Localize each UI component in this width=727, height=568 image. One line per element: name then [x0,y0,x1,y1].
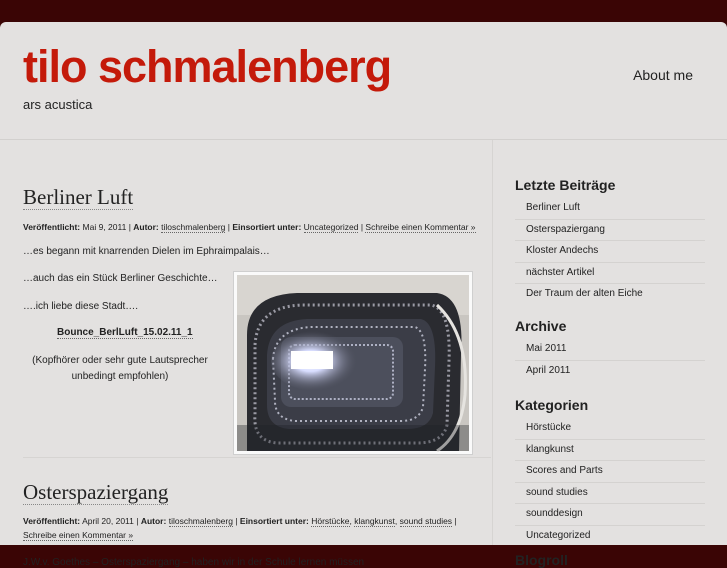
list-item[interactable]: Kloster Andechs [515,241,705,263]
category-link[interactable]: klangkunst [354,516,395,526]
comment-link[interactable]: Schreibe einen Kommentar » [23,530,134,540]
post-title-osterspaziergang[interactable]: Osterspaziergang [23,480,169,504]
column-divider [492,140,493,545]
list-item[interactable]: Berliner Luft [515,198,705,220]
list-item[interactable]: Der Traum der alten Eiche [526,288,643,299]
post-meta: Veröffentlicht: Mai 9, 2011 | Autor: tiloschmalenberg | Einsortiert unter: Uncategorized | Schreibe einen Kommentar » [23,222,476,232]
list-item[interactable]: sounddesign [515,504,705,526]
meta-label: Veröffentlicht: [23,222,81,232]
post-paragraph: …auch das ein Stück Berliner Geschichte… [23,273,218,284]
list-item[interactable]: nächster Artikel [515,263,705,285]
list-item[interactable]: April 2011 [526,364,571,376]
audio-note: (Kopfhörer oder sehr gute Lautsprecher unbedingt empfohlen) [32,355,208,382]
list-item[interactable]: Hörstücke [515,418,705,440]
post-title-berliner-luft[interactable]: Berliner Luft [23,185,134,209]
post-divider [23,457,491,458]
post-meta: Veröffentlicht: April 20, 2011 | Autor: tiloschmalenberg | Einsortiert unter: Hörstücke, klangkunst, sound studies | Schreibe einen Kommentar » [23,516,457,540]
category-link[interactable]: sound studies [399,516,453,526]
meta-label: Veröffentlicht: [23,516,81,526]
archive-list [515,339,705,381]
list-item[interactable]: sound studies [515,483,705,505]
category-link[interactable]: Hörstücke [311,516,350,526]
staircase-photo[interactable] [233,271,473,455]
site-tagline: ars acustica [23,97,93,112]
category-link[interactable]: Uncategorized [303,222,359,232]
recent-posts-list [515,198,705,305]
post-date: Mai 9, 2011 [82,222,127,232]
author-link[interactable]: tiloschmalenberg [168,516,233,526]
list-item[interactable]: Scores and Parts [515,461,705,483]
post-paragraph: ….ich liebe diese Stadt…. [23,301,139,312]
post-paragraph: J.W.v. Goethes – Osterspaziergang – haben wir in der Schule lernen müssen [23,557,365,568]
header-divider [0,139,727,140]
meta-label: Autor: [133,222,159,232]
meta-label: Einsortiert unter: [239,516,309,526]
list-item[interactable]: Osterspaziergang [515,220,705,242]
list-item[interactable]: Mai 2011 [515,339,705,361]
post-paragraph: …es begann mit knarrenden Dielen im Ephraimpalais… [23,246,270,257]
widget-title-archive: Archive [515,318,567,334]
audio-link[interactable]: Bounce_BerlLuft_15.02.11_1 [57,327,193,338]
widget-title-categories: Kategorien [515,397,589,413]
widget-title-next: Blogroll [515,552,568,568]
meta-label: Einsortiert unter: [232,222,302,232]
author-link[interactable]: tiloschmalenberg [161,222,226,232]
widget-title-recent: Letzte Beiträge [515,177,616,193]
meta-label: Autor: [140,516,167,526]
staircase-image [237,275,469,451]
site-title[interactable]: tilo schmalenberg [23,41,392,92]
page [0,22,727,568]
nav-about-me[interactable]: About me [633,67,693,83]
list-item[interactable]: klangkunst [515,440,705,462]
post-date: April 20, 2011 [82,516,134,526]
list-item[interactable]: Uncategorized [526,529,591,541]
categories-list [515,418,705,546]
comment-link[interactable]: Schreibe einen Kommentar » [365,222,476,232]
